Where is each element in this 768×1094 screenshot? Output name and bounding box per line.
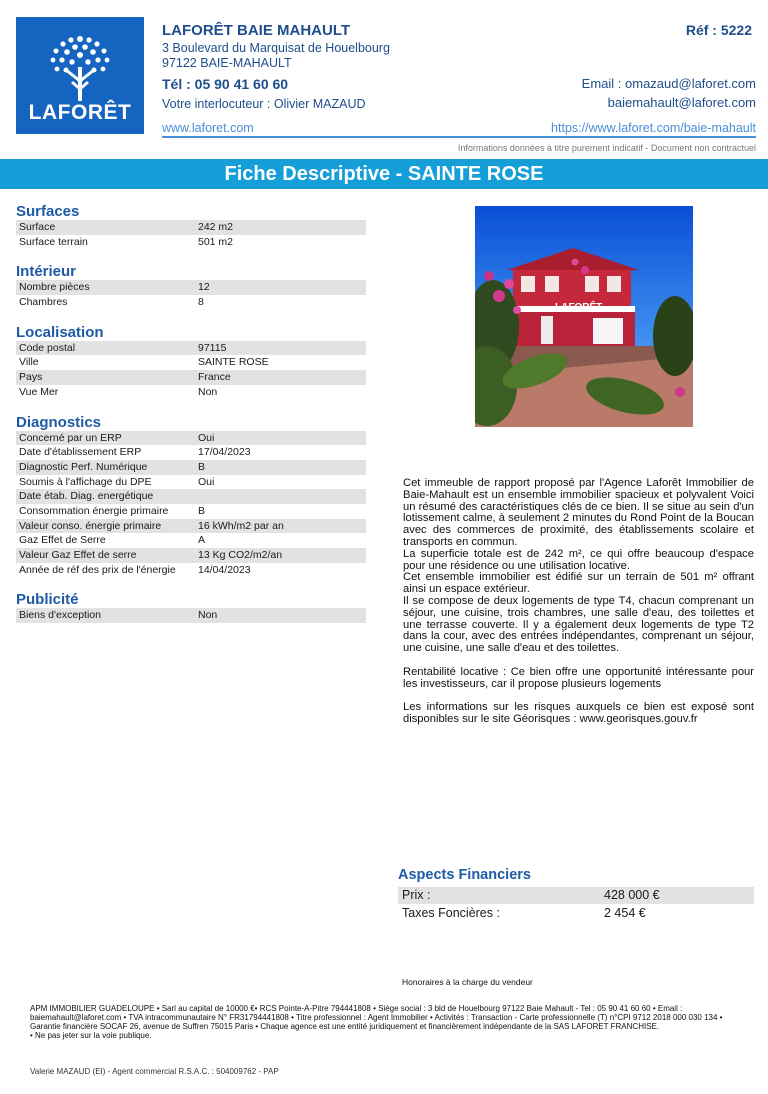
section-title-finances: Aspects Financiers <box>398 867 531 883</box>
row-value: A <box>198 534 206 547</box>
price-label: Prix : <box>402 888 431 902</box>
description-paragraph: Cet ensemble immobilier est édifié sur un terrain de 501 m² offrant ainsi un espace extérieur. <box>403 571 754 596</box>
row-label: Biens d'exception <box>19 609 101 622</box>
table-row <box>16 504 366 519</box>
agency-phone[interactable]: Tél : 05 90 41 60 60 <box>162 76 289 92</box>
agency-logo <box>16 17 144 134</box>
section-title-diagnostics: Diagnostics <box>16 413 102 431</box>
table-row <box>16 608 366 623</box>
row-value: SAINTE ROSE <box>198 356 269 369</box>
row-value: 242 m2 <box>198 221 234 233</box>
logo-text: LAFORÊT <box>28 100 132 124</box>
table-diagnostics <box>16 431 366 578</box>
table-row <box>16 533 366 548</box>
agency-url-link[interactable]: https://www.laforet.com/baie-mahault <box>551 121 756 135</box>
row-value: Non <box>198 385 218 398</box>
row-label: Ville <box>19 356 39 369</box>
price-value: 428 000 € <box>604 888 660 902</box>
row-label: Concerné par un ERP <box>19 431 122 444</box>
row-value <box>198 489 366 504</box>
table-row <box>16 489 366 504</box>
table-interieur <box>16 280 366 309</box>
photo-watermark: LAFORÊT <box>555 302 603 313</box>
table-row <box>16 460 366 475</box>
description-paragraph: Cet immeuble de rapport proposé par l'Agence Laforêt Immobilier de Baie-Mahault est un ensemble immobilier spacieux et polyvalent Voici un résumé des caractéristiques clés de ce bien. Il se situe au sein d'un lotissement calme, à seulement 2 minutes du Rond Point de la Boucan avec des commerces de proximité, des établissements scolaire et transports en commun. <box>403 477 754 548</box>
description-paragraph: Il se compose de deux logements de type T4, chacun comprenant un séjour, une cuisine, trois chambres, une salle d'eau, des toilettes et une terrasse couverte. Il y a également deux logements de type T2 dans la cour, avec des entrées indépendantes, comprenant un séjour, une cuisine, une salle d'eau et des toilettes. <box>403 594 754 655</box>
price-row <box>398 887 754 904</box>
row-value: 501 m2 <box>198 235 234 248</box>
section-title-publicite: Publicité <box>16 591 79 609</box>
disclaimer: Informations données à titre purement indicatif - Document non contractuel <box>457 143 756 153</box>
table-row <box>16 295 366 310</box>
legal-text-disposal: • Ne pas jeter sur la voie publique. <box>30 1031 152 1040</box>
website-link[interactable]: www.laforet.com <box>162 121 254 135</box>
agency-email[interactable]: baiemahault@laforet.com <box>607 95 756 110</box>
row-value: B <box>198 460 206 473</box>
table-row <box>16 370 366 385</box>
row-value: 14/04/2023 <box>198 563 251 576</box>
table-publicite <box>16 608 366 623</box>
row-label: Vue Mer <box>19 385 59 398</box>
fees-note: Honoraires à la charge du vendeur <box>402 977 533 987</box>
row-label: Nombre pièces <box>19 281 90 294</box>
address-line2: 97122 BAIE-MAHAULT <box>162 56 292 70</box>
row-label: Chambres <box>19 296 68 309</box>
table-row <box>16 341 366 356</box>
row-value: B <box>198 504 206 517</box>
row-value: Oui <box>198 475 215 488</box>
table-row <box>16 519 366 534</box>
row-label: Surface terrain <box>19 235 88 248</box>
table-row <box>16 475 366 490</box>
reference-number: Réf : 5222 <box>685 22 752 38</box>
description-paragraph: La superficie totale est de 242 m², ce qui offre beaucoup d'espace pour une résidence ou une utilisation locative. <box>403 547 754 572</box>
table-row <box>16 563 366 578</box>
table-row <box>16 548 366 563</box>
address-line1: 3 Boulevard du Marquisat de Houelbourg <box>162 41 390 55</box>
row-label: Code postal <box>19 341 76 354</box>
tax-label: Taxes Foncières : <box>402 906 500 920</box>
row-value: 16 kWh/m2 par an <box>198 519 284 532</box>
row-label: Valeur Gaz Effet de serre <box>19 549 137 561</box>
agent-info: Valerie MAZAUD (EI) - Agent commercial R.S.A.C. : 504009762 - PAP <box>30 1067 279 1076</box>
row-value: Oui <box>198 431 215 444</box>
page-title: Fiche Descriptive - SAINTE ROSE <box>0 159 768 189</box>
legal-notice <box>30 1004 742 1040</box>
section-title-surfaces: Surfaces <box>16 203 80 220</box>
tree-icon <box>35 27 125 107</box>
table-row <box>16 220 366 235</box>
row-value: France <box>198 371 231 384</box>
property-photo[interactable] <box>475 206 693 427</box>
description-paragraph: Les informations sur les risques auxquels ce bien est exposé sont disponibles sur le site Géorisques : www.georisques.gouv.fr <box>403 701 754 725</box>
row-label: Soumis à l'affichage du DPE <box>19 475 152 488</box>
tax-value: 2 454 € <box>604 906 646 920</box>
contact-person: Votre interlocuteur : Olivier MAZAUD <box>162 97 366 111</box>
table-localisation <box>16 341 366 400</box>
row-label: Surface <box>19 221 56 233</box>
row-value: 97115 <box>198 341 227 354</box>
header-divider <box>162 136 756 138</box>
agency-name: LAFORÊT BAIE MAHAULT <box>162 22 351 39</box>
table-surfaces <box>16 220 366 249</box>
table-row <box>16 280 366 295</box>
table-row <box>16 431 366 446</box>
row-value: 12 <box>198 281 210 294</box>
property-details <box>16 203 366 623</box>
row-label: Date étab. Diag. energétique <box>19 490 154 503</box>
row-label: Diagnostic Perf. Numérique <box>19 460 148 473</box>
section-title-localisation: Localisation <box>16 323 104 341</box>
legal-text: APM IMMOBILIER GUADELOUPE • Sarl au capital de 10000 €• RCS Pointe-A-Pitre 794441808 • Siège social : 3 bld de Houelbourg 97122 Baie Mahault - Tel : 05 90 41 60 60 • Email : baiemahault@laforet.com • TVA intracommunautaire N° FR31794441808 • Titre professionnel : Agent Immobilier • Activités : Transaction - Carte professionnelle (T) n°CPI 9712 2018 000 030 134 • Garantie financière SOCAF 26, avenue de Suffren 75015 Paris • Chaque agence est une entité juridiquement et financièrement indépendante de la SAS LAFORET FRANCHISE. <box>30 1004 723 1031</box>
row-label: Consommation énergie primaire <box>19 504 169 517</box>
property-description <box>403 478 754 726</box>
house-photo-illustration <box>475 206 693 427</box>
section-title-interieur: Intérieur <box>16 263 77 281</box>
table-row <box>16 445 366 460</box>
description-paragraph: Rentabilité locative : Ce bien offre une opportunité intéressante pour les investisseurs, car il propose plusieurs logements <box>403 665 754 690</box>
row-label: Date d'établissement ERP <box>19 446 142 459</box>
row-label: Pays <box>19 371 43 384</box>
contact-email[interactable]: Email : omazaud@laforet.com <box>581 76 756 91</box>
table-row <box>16 355 366 370</box>
tax-row <box>398 905 754 922</box>
row-value: 8 <box>198 296 204 309</box>
row-value: Non <box>198 609 218 622</box>
row-value: 13 Kg CO2/m2/an <box>198 549 283 561</box>
row-label: Gaz Effet de Serre <box>19 534 106 547</box>
row-value: 17/04/2023 <box>198 446 251 459</box>
table-row <box>16 385 366 400</box>
row-label: Année de réf des prix de l'énergie <box>19 563 176 576</box>
table-row <box>16 235 366 250</box>
row-label: Valeur conso. énergie primaire <box>19 519 162 532</box>
